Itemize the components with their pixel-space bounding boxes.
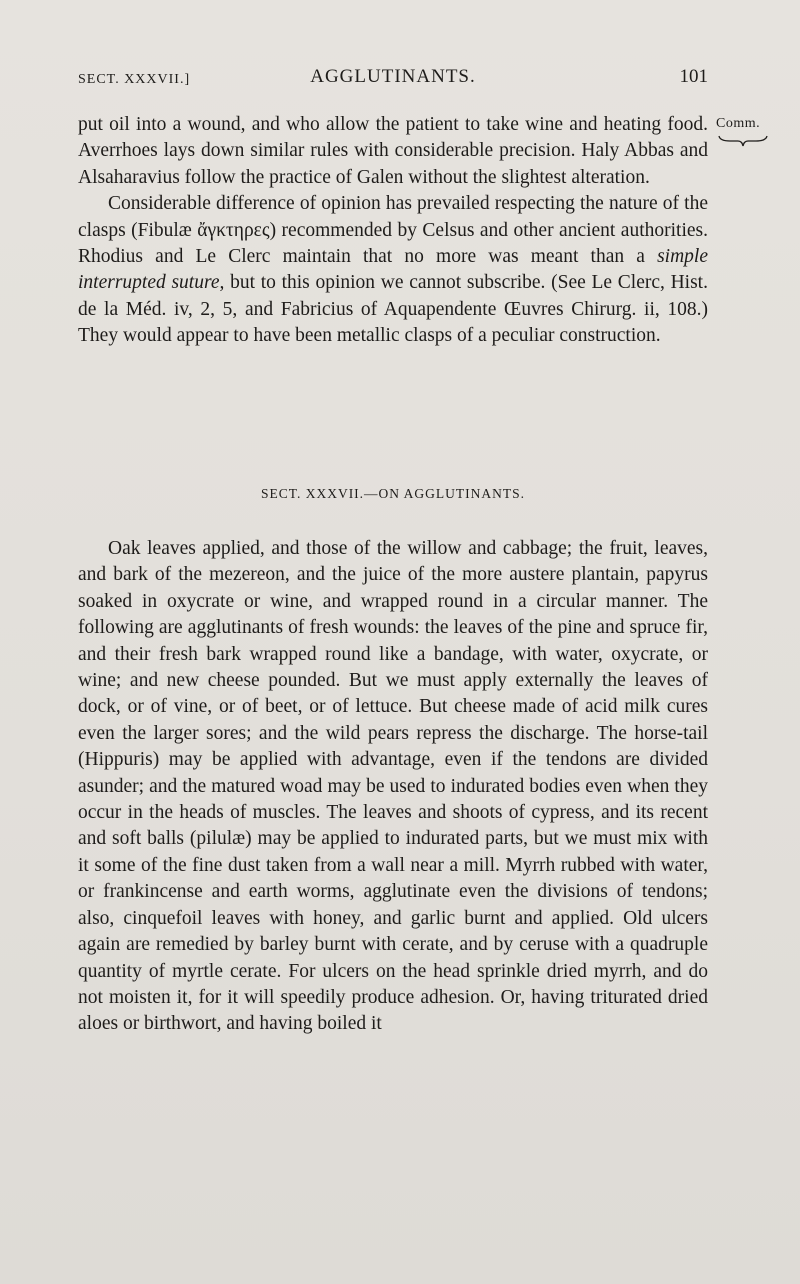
commentary-text <box>78 112 708 350</box>
page-number: 101 <box>679 66 708 87</box>
paragraph-text: but to this opinion we cannot subscribe. (See Le Clerc, Hist. de la Méd. iv, 2, 5, and Fabricius of Aquapendente Œuvres Chirurg. ii, 108.) They would appear to have been metallic clasps of a peculiar construction. <box>78 272 708 347</box>
paragraph: Oak leaves applied, and those of the willow and cabbage; the fruit, leaves, and bark of the mezereon, and the juice of the more austere plantain, papyrus soaked in oxycrate or wine, and wrapped round in a circular manner. The following are agglutinants of fresh wounds: the leaves of the pine and spruce fir, and their fresh bark wrapped round like a bandage, with water, oxycrate, or wine; and new cheese pounded. But we must apply externally the leaves of dock, or of vine, or of beet, or of lettuce. But cheese made of acid milk cures even the larger sores; and the wild pears repress the discharge. The horse-tail (Hippuris) may be applied with advantage, even if the tendons are divided asunder; and the matured woad may be used to indurated bodies even when they occur in the heads of muscles. The leaves and shoots of cypress, and its recent and soft balls (pilulæ) may be applied to indurated parts, but we must mix with it some of the fine dust taken from a wall near a mill. Myrrh rubbed with water, or frankincense and earth worms, agglutinate even the divisions of tendons; also, cinquefoil leaves with honey, and garlic burnt and applied. Old ulcers again are remedied by barley burnt with cerate, and by ceruse with a quadruple quantity of myrtle cerate. For ulcers on the head sprinkle dried myrrh, and do not moisten it, for it will speedily produce adhesion. Or, having triturated dried aloes or birthwort, and having boiled it <box>78 538 708 1035</box>
margin-note: Comm. <box>716 116 761 131</box>
brace-icon <box>718 134 768 148</box>
section-heading: SECT. XXXVII.—ON AGGLUTINANTS. <box>260 486 526 501</box>
running-head <box>78 66 708 92</box>
running-head-section: SECT. XXXVII.] <box>78 72 191 87</box>
paragraph <box>78 191 708 349</box>
italic-phrase: simple interrupted suture, <box>78 246 708 294</box>
paragraph-text: Considerable difference of opinion has prevailed respecting the nature of the clasps (Fibulæ ἄγκτηρες) recommended by Celsus and other ancient authorities. Rhodius and Le Clerc maintain that no more was meant than a <box>78 193 708 268</box>
section-text <box>78 536 708 1038</box>
running-head-title: AGGLUTINANTS. <box>310 66 476 87</box>
paragraph: put oil into a wound, and who allow the patient to take wine and heating food. Averrhoes lays down similar rules with considerable precision. Haly Abbas and Alsaharavius follow the practice of Galen without the slightest alteration. <box>78 114 708 188</box>
